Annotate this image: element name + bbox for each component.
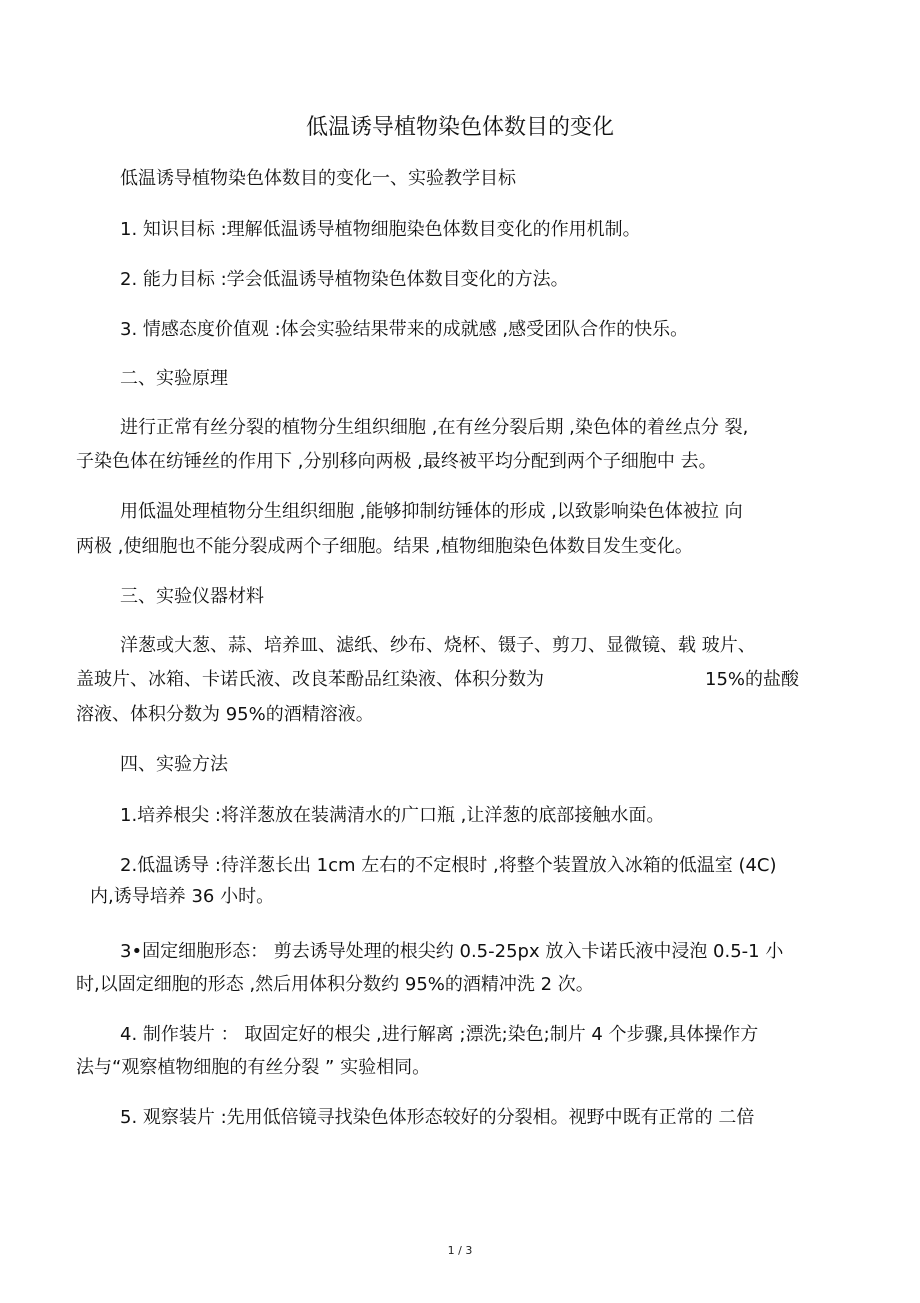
method-step3-line1: 3•固定细胞形态： 剪去诱导处理的根尖约 0.5-25px 放入卡诺氏液中浸泡 0.5-1 小 [120,941,784,962]
principle-p2-line1: 用低温处理植物分生组织细胞 ,能够抑制纺锤体的形成 ,以致影响染色体被拉 向 [120,501,743,522]
materials-line3: 溶液、体积分数为 95%的酒精溶液。 [76,704,374,725]
goal-emotion: 3. 情感态度价值观 :体会实验结果带来的成就感 ,感受团队合作的快乐。 [120,319,689,340]
method-step3-line2: 时,以固定细胞的形态 ,然后用体积分数约 95%的酒精冲洗 2 次。 [76,974,594,995]
principle-heading: 二、实验原理 [120,368,228,389]
principle-p1-line2: 子染色体在纺锤丝的作用下 ,分别移向两极 ,最终被平均分配到两个子细胞中 去。 [76,451,717,472]
method-step2-line2: 内,诱导培养 36 小时。 [90,886,275,907]
materials-line1: 洋葱或大葱、蒜、培养皿、滤纸、纱布、烧杯、镊子、剪刀、显微镜、载 玻片、 [120,635,756,656]
principle-p2-line2: 两极 ,使细胞也不能分裂成两个子细胞。结果 ,植物细胞染色体数目发生变化。 [76,536,693,557]
method-step5-line1: 5. 观察装片 :先用低倍镜寻找染色体形态较好的分裂相。视野中既有正常的 二倍 [120,1107,755,1128]
method-step4-line1: 4. 制作装片 ： 取固定好的根尖 ,进行解离 ;漂洗;染色;制片 4 个步骤,具体操作方 [120,1024,759,1045]
methods-heading: 四、实验方法 [120,754,228,775]
materials-line2b: 15%的盐酸 [705,669,800,690]
materials-heading: 三、实验仪器材料 [120,586,264,607]
materials-line2a: 盖玻片、冰箱、卡诺氏液、改良苯酚品红染液、体积分数为 [76,669,544,690]
method-step4-line2: 法与“观察植物细胞的有丝分裂 ” 实验相同。 [76,1057,431,1078]
intro-line: 低温诱导植物染色体数目的变化一、实验教学目标 [120,168,516,189]
goal-ability: 2. 能力目标 :学会低温诱导植物染色体数目变化的方法。 [120,269,569,290]
goal-knowledge: 1. 知识目标 :理解低温诱导植物细胞染色体数目变化的作用机制。 [120,219,641,240]
page-number: 1 / 3 [447,1244,473,1257]
principle-p1-line1: 进行正常有丝分裂的植物分生组织细胞 ,在有丝分裂后期 ,染色体的着丝点分 裂, [120,417,749,438]
document-title: 低温诱导植物染色体数目的变化 [305,115,614,140]
method-step2-line1: 2.低温诱导 :待洋葱长出 1cm 左右的不定根时 ,将整个装置放入冰箱的低温室 (4C) [120,855,777,876]
method-step1: 1.培养根尖 :将洋葱放在装满清水的广口瓶 ,让洋葱的底部接触水面。 [120,805,665,826]
